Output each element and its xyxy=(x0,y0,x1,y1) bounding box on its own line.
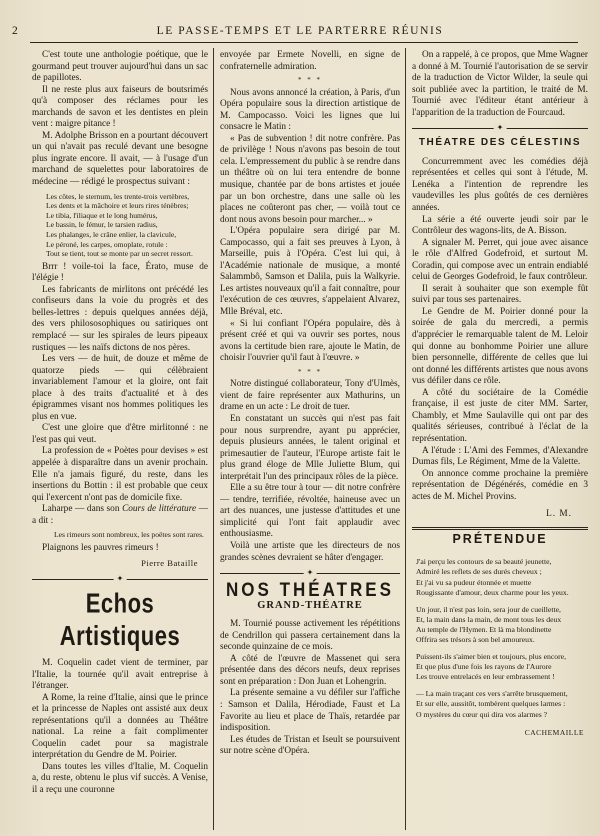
paragraph: La présente semaine a vu défiler sur l'affiche : Samson et Dalila, Hérodiade, Faust et La Favorite au lieu et place de Thaïs, retardée par indisposition. xyxy=(220,688,400,734)
paragraph: L'Opéra populaire sera dirigé par M. Campocasso, qui a fait ses preuves à Lyon, à Marseille, puis à l'Opéra. C'est lui qui, à l'Académie nationale de musique, a monté Salammbô, Samson et Dalila, puis la Walkyrie. Les artistes nouveaux qu'il a fait connaître, pour l'exécution de ces œuvres, s'appelaient Alvarez, Mlle Bréval, etc. xyxy=(220,226,400,318)
poem-line: Un jour, il n'est pas loin, sera jour de cueillette, xyxy=(416,604,561,614)
ornament-rule: ✦ xyxy=(220,568,400,578)
poem-line: Et j'ai vu sa pudeur étonnée et muette xyxy=(416,577,532,587)
quote: Les rimeurs sont nombreux, les poëtes sont rares. xyxy=(54,530,204,540)
paragraph: On a rappelé, à ce propos, que Mme Wagner a donné à M. Tournié l'autorisation de se servir de la traduction de Victor Wilder, la seule qui soit publiée avec la partition, le traité de M. Tournié avec l'éditeur étant antérieur à l'apparition de la traduction de Fourcaud. xyxy=(412,50,588,118)
verse-line: Les dents et la mâchoire et leurs rires ténèbres; xyxy=(46,201,189,211)
paragraph: Il ne reste plus aux faiseurs de boutsrimés qu'à composer des réclames pour les marchands de savon et les dentistes en plein vent : maigre pitance ! xyxy=(32,84,208,130)
paragraph: Les vers — de huit, de douze et même de quatorze pieds — qui célèbraient invariablement l'amour et la gloire, ont fait place à des traits d'actualité et à des épigrammes visant nos hommes politiques les plus en vue. xyxy=(32,354,208,422)
verse-line: Les côtes, le sternum, les trente-trois vertèbres, xyxy=(46,191,190,201)
paragraph: Dans toutes les villes d'Italie, M. Coquelin a, du reste, obtenu le plus vif succès. A Venise, il a reçu une couronne xyxy=(32,761,208,795)
poem-line: Et, la main dans la main, de mont tous les deux xyxy=(416,614,562,624)
verse-line: Les phalanges, le crâne enlier, la clavicule, xyxy=(46,229,177,239)
paragraph: envoyée par Ermete Novelli, en signe de confraternelle admiration. xyxy=(220,50,400,72)
poem-line: Admiré les reflets de ses durés cheveux ; xyxy=(416,567,542,577)
poem-stanza xyxy=(416,689,588,719)
paragraph: « Pas de subvention ! dit notre confrère. Pas de privilège ! Nous n'avons pas besoin de tout cela. L'empressement du public à se rendre dans un théâtre où on lui tera entendre de bonne musique, chantée par de bons artistes et jouée par un bon orchestre, dans une salle où les places ne coûteront pas cher, — voilà tout ce dont nous avons besoin pour marcher... » xyxy=(220,133,400,225)
paragraph: A côté de l'œuvre de Massenet qui sera présentée dans des décors neufs, deux reprises sont en préparation : Don Juan et Lohengrin. xyxy=(220,653,400,687)
poem-stanza xyxy=(416,557,588,597)
paragraph: Les fabricants de mirlitons ont précédé les confiseurs dans la voie du progrès et des belles-lettres : depuis quelques années déjà, des vers philososophiques ou satiriques ont remplacé — sur les spirales de leurs pipeaux rustiques — les naïfs dictons de nos pères. xyxy=(32,284,208,353)
paragraph: A l'étude : L'Ami des Femmes, d'Alexandre Dumas fils, Le Régiment, Mme de la Valette. xyxy=(412,445,588,468)
page-number: 2 xyxy=(12,25,19,37)
poem-line: Puissent-ils s'aimer bien et toujours, plus encore, xyxy=(416,652,566,662)
paragraph: Brrr ! voile-toi la face, Érato, muse de l'élégie ! xyxy=(32,261,208,284)
paragraph: Les études de Tristan et Iseult se poursuivent sur notre scène d'Opéra. xyxy=(220,734,400,757)
paragraph: A Rome, la reine d'Italie, ainsi que le prince et la princesse de Naples ont assisté aux deux représentations qu'il a données au Théâtre national. La reine a fait complimenter Coquelin cadet pour sa magistrale interprétation du Gendre de M. Poirier. xyxy=(32,692,208,761)
poem-stanza xyxy=(416,605,588,645)
poem-line: O mystères du cœur qui dira vos alarmes ? xyxy=(416,709,548,719)
paragraph: A signaler M. Perret, qui joue avec aisance le rôle d'Alfred Godefroid, et surtout M. Coradin, qui compose avec un entrain endiablé celui de Georges Godefroid, le faux contrôleur. xyxy=(412,237,588,283)
paragraph: La série a été ouverte jeudi soir par le Contrôleur des wagons-lits, de A. Bisson. xyxy=(412,214,588,237)
paragraph: A côté du sociétaire de la Comédie française, il est juste de citer MM. Sarter, Chambly, et Mme Saulaville qui ont par des qualités sérieuses, contribué à l'éclat de la représentation. xyxy=(412,387,588,444)
column-divider xyxy=(213,48,214,830)
paragraph: Voilà une artiste que les directeurs de nos grandes scènes devraient se hâter d'engager. xyxy=(220,540,400,563)
verse-line: Le bassin, le fémur, le tarsien radius, xyxy=(46,220,158,230)
paragraph: M. Tournié pousse activement les répétitions de Cendrillon qui passera certainement dans la seconde quinzaine de ce mois. xyxy=(220,619,400,653)
poem-title: PRÉTENDUE xyxy=(452,531,548,546)
stars-separator: * * * xyxy=(298,76,322,85)
signature: Pierre Bataille xyxy=(141,558,198,569)
column-left xyxy=(32,50,208,830)
poem-line: Les trouve entrelacés en leur embrassement ! xyxy=(416,672,555,682)
column-middle xyxy=(220,50,400,830)
column-divider xyxy=(405,48,406,830)
paragraph: Plaignons les pauvres rimeurs ! xyxy=(42,542,159,553)
section-heading: NOS THÉATRES xyxy=(226,578,394,601)
stars-separator: * * * xyxy=(298,367,322,376)
paragraph: M. Adolphe Brisson en a pourtant découvert un qui n'avait pas reculé devant une besogne plus ingrate encore. Il avait, — à l'usage d'un marchand de squelettes pour laboratoires de médecine — rédigé le prospectus suivant : xyxy=(32,130,208,188)
ornament-rule: ✦ xyxy=(412,123,588,133)
page-header xyxy=(12,22,588,40)
paragraph: Notre distingué collaborateur, Tony d'Ulmès, vient de faire représenter aux Mathurins, un drame en un acte : Le droit de tuer. xyxy=(220,379,400,413)
paragraph: Le Gendre de M. Poirier donné pour la soirée de gala du mercredi, a permis d'apprécier le remarquable talent de M. Leloir qui donne au bonhomme Poirier une allure bien personnelle, différente de celles que lui ont donné les différents artistes que nous avons vus défiler dans ce rôle. xyxy=(412,306,588,387)
poem-line: Rougissante d'amour, deux charme pour les yeux. xyxy=(416,587,569,597)
poem-stanza xyxy=(416,652,588,682)
verse-line: Le tibia, l'iliaque et le long humérus, xyxy=(46,210,158,220)
verse-line: Le péroné, les carpes, omoplate, rotule : xyxy=(46,239,168,249)
paragraph: En constatant un succès qui n'est pas fait pour nous surprendre, ayant pu apprécier, depuis plusieurs années, le talent original et primesautier de l'auteur, l'Europe artiste fait le plus grand éloge de Mlle Juliette Blum, qui interprétait l'un des principaux rôles de la pièce. xyxy=(220,413,400,482)
poem-line: J'ai perçu les contours de sa beauté jeunette, xyxy=(416,557,552,567)
paragraph: Elle a su être tour à tour — dit notre confrère — tendre, terrifiée, révoltée, haineuse avec un art des nuances, une justesse d'attitudes et une simplicité qui l'ont fait applaudir avec enthousiasme. xyxy=(220,483,400,540)
paragraph: Concurremment avec les comédies déjà représentées et celles qui sont à l'étude, M. Lenéka a l'intention de reprendre les vaudevilles les plus goûtés de ces dernières années. xyxy=(412,156,588,214)
verse-line: Tout se tient, tout se monte par un secret ressort. xyxy=(46,249,193,259)
subsection-heading: GRAND-THÉATRE xyxy=(257,599,363,611)
ornament-rule: ✦ xyxy=(32,574,208,584)
newspaper-title: LE PASSE-TEMPS ET LE PARTERRE RÉUNIS xyxy=(156,25,444,37)
paragraph: « Si lui confiant l'Opéra populaire, dès à présent créé et qui va ouvrir ses portes, nous avons la certitude bien rare, ajoute le Matin, de choisir l'ouvrier qu'il faut à l'œuvre. » xyxy=(220,318,400,364)
paragraph: M. Coquelin cadet vient de terminer, par l'Italie, la tournée qu'il avait entreprise à l'étranger. xyxy=(32,657,208,692)
paragraph: Laharpe — dans son Cours de littérature — a dit : xyxy=(32,504,208,526)
poem-author: CACHEMAILLE xyxy=(524,727,584,737)
poem-line: Et que plus d'une fois les rayons de l'Aurore xyxy=(416,662,552,672)
poem-line: Offrira ses trésors à son bel amoureux. xyxy=(416,634,535,644)
poem-line: — La main traçant ces vers s'arrête brusquement, xyxy=(416,689,568,699)
subsection-heading: THÉATRE DES CÉLESTINS xyxy=(418,137,582,149)
poem xyxy=(416,557,588,719)
column-right xyxy=(412,50,588,830)
paragraph: C'est toute une anthologie poétique, que le gourmand peut trouver aujourd'hui dans un sac de papillotes. xyxy=(32,50,208,84)
paragraph: La profession de « Poètes pour devises » est appelée à disparaître dans un avenir prochain. Elle n'a jamais figuré, du reste, dans les insertions du Bottin : il est probable que ceux qui l'exercent n'ont pas de domicile fixe. xyxy=(32,446,208,503)
paragraph: On annonce comme prochaine la première représentation de Dégénérés, comédie en 3 actes de M. Michel Provins. xyxy=(412,468,588,502)
poem-line: Et sur elle, aussitôt, tombèrent quelques larmes : xyxy=(416,699,566,709)
header-rule xyxy=(30,42,578,43)
paragraph: Nous avons annoncé la création, à Paris, d'un Opéra populaire sous la direction artistique de M. Campocasso. Voici les lignes que lui consacre le Matin : xyxy=(220,87,400,133)
paragraph: C'est une gloire que d'être mirlitonné : ne l'est pas qui veut. xyxy=(32,423,208,445)
paragraph: Il serait à souhaiter que son exemple fût suivi par tous ses partenaires. xyxy=(412,283,588,306)
poem-line: Au temple de l'Hymen. Et là ma blondinette xyxy=(416,624,552,634)
prospectus-verse xyxy=(46,192,208,259)
section-rule xyxy=(412,527,588,530)
section-heading: Echos Artistiques xyxy=(59,587,181,652)
signature: L. M. xyxy=(546,509,572,520)
